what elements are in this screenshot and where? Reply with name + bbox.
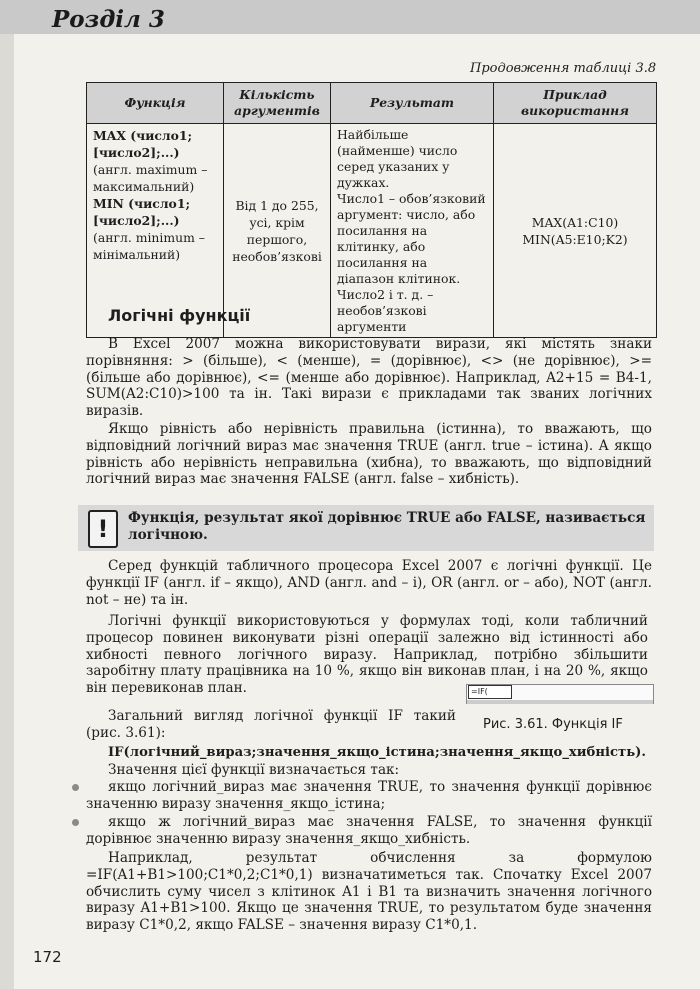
paragraph-7: Наприклад, результат обчислення за формулою =IF(A1+B1>100;C1*0,2;C1*0,1) визначатиметься так. Спочатку Excel 2007 обчислить суму чисел з клітинок A1 і B1 та визначить значення логічного виразу A1+B1>100. Якщо це значення TRUE, то результатом буде значення виразу C1*0,2, якщо FALSE – значення виразу C1*0,1. (86, 850, 652, 934)
result-line: Найбільше (найменше) число серед указаних у дужках. (337, 127, 458, 190)
fn-line: (англ. minimum – (93, 230, 205, 245)
figure-caption: Рис. 3.61. Функція IF (483, 717, 623, 732)
cell-arguments: Від 1 до 255, усі, крім першого, необов’язкові (224, 124, 331, 338)
paragraph-5: Загальний вигляд логічної функції IF такий (рис. 3.61): (86, 708, 456, 741)
fn-line: [число2];...) (93, 145, 180, 160)
fn-line: (англ. maximum – (93, 162, 208, 177)
table-header-row (87, 83, 657, 124)
paragraph-4: Логічні функції використовуються у формулах тоді, коли табличний процесор повинен виконувати різні операції залежно від істинності або хибності певного логічного виразу. Наприклад, потрібно збільшити заробітну плату працівника на 10 %, якщо він виконав план, і на 20 %, якщо він перевиконав план. (86, 613, 648, 697)
paragraph-3: Серед функцій табличного процесора Excel 2007 є логічні функції. Це функції IF (англ. if – якщо), AND (англ. and – і), OR (англ. or – або), NOT (англ. not – не) та ін. (86, 558, 652, 608)
fn-line: MAX (число1; (93, 128, 193, 143)
bullet-icon (72, 784, 79, 791)
result-line: Число1 – обов’язковий аргумент: число, або посилання на клітинку, або посилання на діапазон клітинок. (337, 191, 486, 286)
bullet-2: якщо ж логічний_вираз має значення FALSE, то значення функції дорівнює значенню виразу значення_якщо_хибність. (86, 814, 652, 847)
rule-box (78, 505, 654, 551)
exclamation-icon: ! (88, 510, 118, 548)
result-line: Число2 і т. д. – необов’язкові аргументи (337, 287, 434, 334)
table-continuation-label: Продовження таблиці 3.8 (470, 61, 657, 76)
rule-text: Функція, результат якої дорівнює TRUE або FALSE, називається логічною. (128, 510, 646, 543)
fn-line: MIN (число1; (93, 196, 191, 211)
paragraph-1: В Excel 2007 можна використовувати вирази, які містять знаки порівняння: > (більше), < (менше), = (дорівнює), <> (не дорівнює), >= (більше або дорівнює), <= (менше або дорівнює). Наприклад, A2+15 = B4-1, SUM(A2:C10)>100 та ін. Такі вирази є прикладами так званих логічних виразів. (86, 336, 652, 420)
header-result: Результат (331, 83, 494, 124)
header-arguments: Кількість аргументів (224, 83, 331, 124)
section-title: Логічні функції (108, 306, 251, 325)
paragraph-6: Значення цієї функції визначається так: (108, 762, 400, 778)
figure-3-61 (466, 684, 654, 704)
chapter-title: Розділ 3 (52, 6, 165, 33)
if-formula: IF(логічний_вираз;значення_якщо_істина;значення_якщо_хибність). (108, 745, 646, 760)
functions-table (86, 82, 657, 338)
formula-cell: =IF( (468, 685, 512, 699)
bullet-1: якщо логічний_вираз має значення TRUE, то значення функції дорівнює значенню виразу значення_якщо_істина; (86, 779, 652, 812)
fn-line: [число2];...) (93, 213, 180, 228)
header-example: Приклад використання (494, 83, 657, 124)
page-binding (0, 0, 14, 989)
header-function: Функція (87, 83, 224, 124)
paragraph-2: Якщо рівність або нерівність правильна (істинна), то вважають, що відповідний логічний вираз має значення TRUE (англ. true – істина). А якщо рівність або нерівність неправильна (хибна), то вважають, що відповідний логічний вираз має значення FALSE (англ. false – хибність). (86, 421, 652, 488)
fn-line: мінімальний) (93, 247, 181, 262)
example-line: MIN(A5:E10;K2) (522, 231, 628, 247)
bullet-icon (72, 819, 79, 826)
cell-result (331, 124, 494, 338)
fn-line: максимальний) (93, 179, 195, 194)
cell-example (494, 124, 657, 338)
tooltip-bar (467, 700, 653, 704)
page-number: 172 (33, 948, 62, 966)
example-line: MAX(A1:C10) (531, 214, 619, 230)
